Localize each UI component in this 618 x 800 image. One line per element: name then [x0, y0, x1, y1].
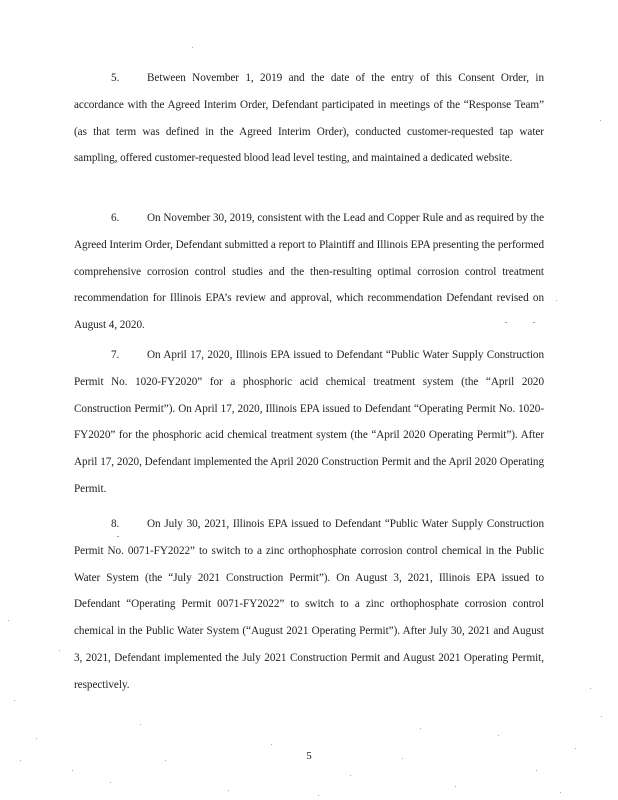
paragraph-text: Between November 1, 2019 and the date of the entry of this Consent Order, in accordance with the Agreed Interim Order, Defendant participated in meetings of the “Response Team” (as that term was defined in the Agreed Interim Order), conducted customer-requested tap water sampling, offered customer-requested blood lead level testing, and maintained a dedicated website. — [74, 72, 544, 165]
paragraph-5 — [74, 65, 544, 172]
paragraph-number: 8. — [111, 518, 120, 530]
paragraph-7 — [74, 342, 544, 503]
paragraph-8 — [74, 511, 544, 699]
paragraph-number: 7. — [111, 349, 120, 361]
paragraph-number: 6. — [111, 212, 120, 224]
paragraph-number: 5. — [111, 72, 120, 84]
page-number: 5 — [306, 750, 312, 762]
paragraph-text: On November 30, 2019, consistent with the Lead and Copper Rule and as required by the Agreed Interim Order, Defendant submitted a report to Plaintiff and Illinois EPA presenting the performed comprehensive corrosion control studies and the then-resulting optimal corrosion control treatment recommendation for Illinois EPA’s review and approval, which recommendation Defendant revised on August 4, 2020. — [74, 212, 544, 332]
paragraph-text: On April 17, 2020, Illinois EPA issued to Defendant “Public Water Supply Construction Permit No. 1020-FY2020” for a phosphoric acid chemical treatment system (the “April 2020 Construction Permit”). On April 17, 2020, Illinois EPA issued to Defendant “Operating Permit No. 1020-FY2020” for the phosphoric acid chemical treatment system (the “April 2020 Operating Permit”). After April 17, 2020, Defendant implemented the April 2020 Construction Permit and the April 2020 Operating Permit. — [74, 349, 544, 495]
paragraph-6 — [74, 205, 544, 339]
paragraph-text: On July 30, 2021, Illinois EPA issued to Defendant “Public Water Supply Construction Permit No. 0071-FY2022” to switch to a zinc orthophosphate corrosion control chemical in the Public Water System (the “July 2021 Construction Permit”). On August 3, 2021, Illinois EPA issued to Defendant “Operating Permit 0071-FY2022” to switch to a zinc orthophosphate corrosion control chemical in the Public Water System (“August 2021 Operating Permit”). After July 30, 2021 and August 3, 2021, Defendant implemented the July 2021 Construction Permit and August 2021 Operating Permit, respectively. — [74, 518, 544, 691]
